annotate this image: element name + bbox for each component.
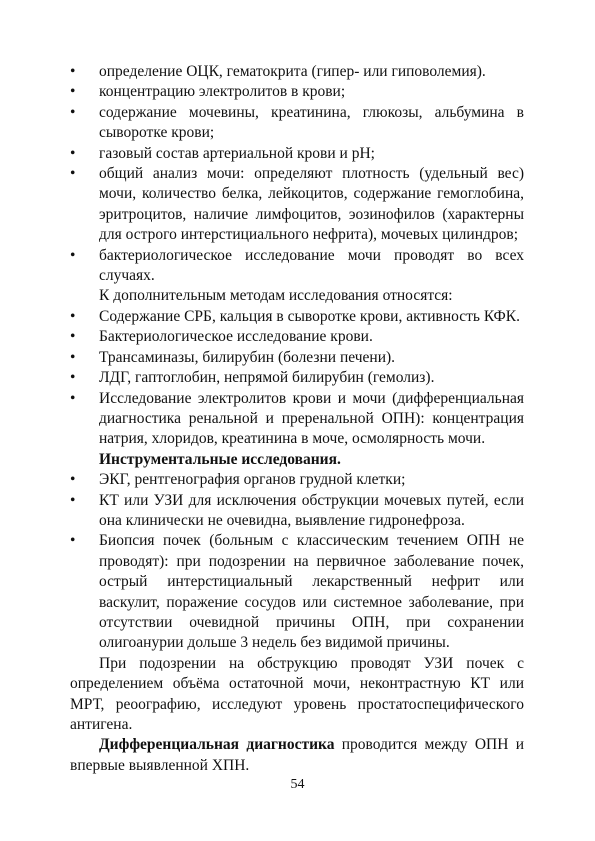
list-item: • ЭКГ, рентгенография органов грудной клетки;	[70, 470, 524, 490]
list-item: • концентрацию электролитов в крови;	[70, 82, 524, 102]
bullet-icon: •	[70, 144, 76, 162]
list-item: • общий анализ мочи: определяют плотность (удельный вес) мочи, количество белка, лейкоцитов, содержание гемоглобина, эритроцитов, наличие лимфоцитов, эозинофилов (характерны для острого интерстициального нефрита), мочевых цилиндров;	[70, 165, 524, 244]
instrumental-heading: Инструментальные исследования.	[99, 450, 341, 468]
bullet-icon: •	[70, 348, 76, 366]
list-item: • Трансаминазы, билирубин (болезни печени).	[70, 348, 524, 368]
bullet-list-additional	[70, 307, 524, 450]
bullet-icon: •	[70, 491, 76, 509]
bullet-icon: •	[70, 328, 76, 346]
list-item: • определение ОЦК, гематокрита (гипер- или гиповолемия).	[70, 62, 524, 82]
obstruction-paragraph: При подозрении на обструкцию проводят УЗИ почек с определением объёма остаточной мочи, неконтрастную КТ или МРТ, реоографию, исследуют уровень простатоспецифического антигена.	[70, 654, 524, 733]
bullet-icon: •	[70, 165, 76, 183]
list-item: • Исследование электролитов крови и мочи (дифференциальная диагностика ренальной и преренальной ОПН): концентрация натрия, хлоридов, креатинина в моче, осмолярность мочи.	[70, 389, 524, 448]
bullet-icon: •	[70, 307, 76, 325]
additional-methods-intro: К дополнительным методам исследования относятся:	[99, 287, 453, 305]
bullet-icon: •	[70, 83, 76, 101]
bullet-list-basic	[70, 62, 524, 286]
list-item: • Биопсия почек (больным с классическим течением ОПН не проводят): при подозрении на первичное заболевание почек, острый интерстициальный лекарственный нефрит или васкулит, поражение сосудов или системное заболевание, при отсутствии очевидной причины ОПН, при сохранении олигоанурии дольше 3 недель без видимой причины.	[70, 532, 524, 652]
bullet-icon: •	[70, 63, 76, 80]
bullet-icon: •	[70, 246, 76, 264]
bullet-list-instrumental	[70, 470, 524, 654]
page-content	[70, 62, 524, 776]
list-item: • Бактериологическое исследование крови.	[70, 327, 524, 347]
bullet-icon: •	[70, 103, 76, 121]
list-item: • газовый состав артериальной крови и pH;	[70, 144, 524, 164]
list-item: • Содержание СРБ, кальция в сыворотке крови, активность КФК.	[70, 307, 524, 327]
bullet-icon: •	[70, 389, 76, 407]
list-item: • КТ или УЗИ для исключения обструкции мочевых путей, если она клинически не очевидна, выявление гидронефроза.	[70, 491, 524, 529]
bullet-icon: •	[70, 471, 76, 489]
list-item: • бактериологическое исследование мочи проводят во всех случаях.	[70, 246, 524, 285]
bullet-icon: •	[70, 369, 76, 387]
bullet-icon: •	[70, 532, 76, 550]
list-item: • содержание мочевины, креатинина, глюкозы, альбумина в сыворотке крови;	[70, 103, 524, 142]
list-item: • ЛДГ, гаптоглобин, непрямой билирубин (гемолиз).	[70, 368, 524, 388]
differential-diagnosis-paragraph: Дифференциальная диагностика проводится между ОПН и впервые выявленной ХПН.	[70, 736, 525, 774]
differential-diagnosis-term: Дифференциальная диагностика	[99, 736, 335, 754]
page-number: 54	[290, 777, 305, 792]
